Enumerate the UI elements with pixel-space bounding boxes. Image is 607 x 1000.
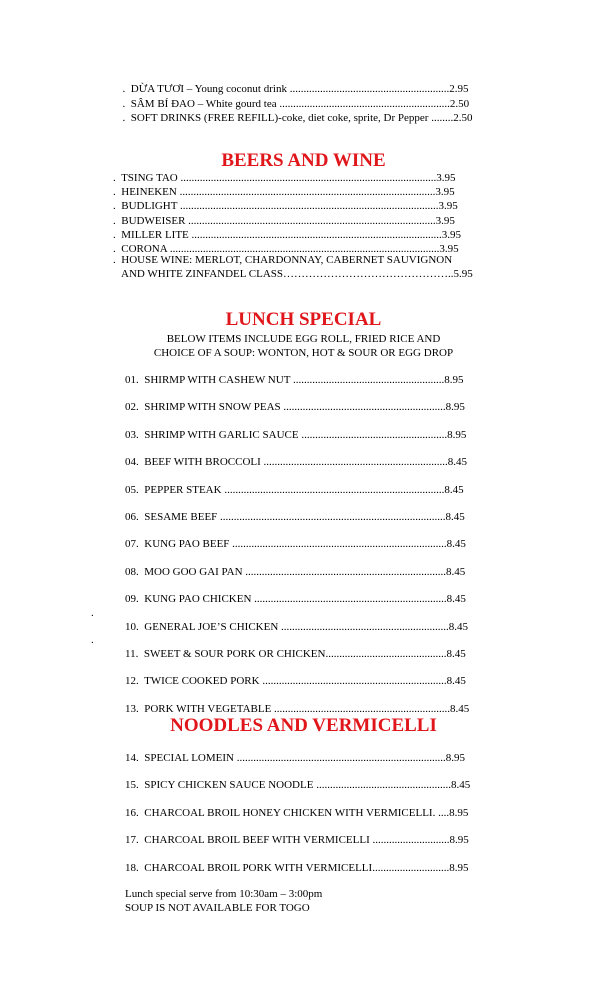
- item-name: BEEF WITH BROCCOLI: [144, 456, 261, 469]
- item-price: 8.95: [445, 401, 465, 414]
- leader-dots: .........................................................................: [242, 565, 447, 578]
- item-price: 3.95: [439, 243, 459, 255]
- stray-mark: .: [91, 634, 94, 646]
- item-price: 8.95: [449, 861, 469, 874]
- item-name: TSING TAO: [121, 172, 178, 184]
- beer-item: [113, 229, 461, 242]
- item-desc: – Young coconut drink: [186, 83, 287, 95]
- item-number: 03.: [125, 428, 139, 441]
- section-title-noodles: NOODLES AND VERMICELLI: [170, 715, 437, 736]
- section-title-beers: BEERS AND WINE: [221, 150, 386, 171]
- menu-item: [117, 99, 472, 125]
- item-name: HEINEKEN: [121, 186, 177, 199]
- leader-dots: ...................................................................: [260, 456, 448, 469]
- lunch-item: [125, 566, 465, 579]
- item-name: SWEET & SOUR PORK OR CHICKEN: [143, 648, 326, 660]
- item-desc: (FREE REFILL)-coke, diet coke, sprite, Dr Pepper: [203, 112, 429, 124]
- lunch-item: [125, 511, 465, 524]
- item-price: 3.95: [441, 228, 462, 241]
- item-price: 3.95: [435, 186, 455, 199]
- noodle-item: [125, 752, 465, 765]
- bullet: .: [122, 98, 126, 110]
- beer-item: [113, 186, 455, 199]
- item-number: 01.: [125, 374, 139, 386]
- leader-dots: ...........................................................: [280, 401, 446, 414]
- leader-dots: ...........................................................................................: [188, 228, 442, 241]
- beer-item: [113, 172, 455, 185]
- stray-mark: .: [91, 607, 94, 619]
- item-name: CHARCOAL BROIL PORK WITH VERMICELLI: [144, 861, 373, 874]
- bullet: .: [113, 200, 116, 213]
- bullet: .: [113, 186, 116, 199]
- section-title-lunch: LUNCH SPECIAL: [225, 309, 382, 330]
- wine-name: AND WHITE ZINFANDEL CLASS: [121, 268, 284, 280]
- leader-dots: ..............................................................: [276, 98, 450, 110]
- leader-dots: .............................................................................................: [177, 172, 437, 184]
- item-price: 2.50: [449, 98, 470, 110]
- item-price: 8.45: [446, 565, 466, 578]
- item-number: 15.: [125, 779, 139, 792]
- item-price: 2.95: [449, 83, 469, 95]
- lunch-item: [125, 456, 467, 469]
- item-price: 3.95: [435, 214, 455, 227]
- leader-dots: .............................................................................................: [176, 186, 436, 199]
- leader-dots: ............................................................................: [233, 752, 446, 764]
- item-name: MOO GOO GAI PAN: [144, 565, 243, 578]
- leader-dots: .....................................................: [298, 428, 448, 441]
- item-name: GENERAL JOE’S CHICKEN: [144, 620, 279, 633]
- footer-note: SOUP IS NOT AVAILABLE FOR TOGO: [125, 902, 310, 914]
- item-name: SESAME BEEF: [144, 511, 218, 523]
- leader-dots: ………………………………………..: [283, 268, 454, 280]
- item-number: 16.: [125, 806, 139, 819]
- lunch-item: [125, 401, 465, 414]
- item-number: 07.: [125, 538, 139, 551]
- wine-line-2: [121, 268, 473, 281]
- item-name: MILLER LITE: [121, 228, 189, 241]
- leader-dots: ..........................................................................................: [185, 214, 436, 227]
- item-price: 8.45: [446, 675, 466, 688]
- item-name: DỪA TƯƠI: [130, 83, 184, 95]
- item-price: 8.95: [449, 834, 469, 847]
- noodle-item: [125, 862, 468, 875]
- item-name: KUNG PAO BEEF: [144, 538, 230, 551]
- item-name: SPICY CHICKEN SAUCE NOODLE: [144, 779, 314, 792]
- lunch-item: [125, 484, 464, 497]
- leader-dots: ..........................................................: [286, 83, 450, 95]
- item-price: 8.45: [446, 648, 466, 660]
- item-price: 8.95: [444, 374, 464, 386]
- item-price: 8.45: [450, 702, 470, 715]
- item-price: 8.95: [445, 752, 465, 764]
- item-price: 3.95: [436, 172, 456, 184]
- item-price: 8.95: [449, 806, 469, 819]
- item-price: 2.50: [453, 112, 473, 124]
- item-name: SÂM BÍ ĐAO: [130, 98, 195, 110]
- lunch-item: [125, 538, 466, 551]
- item-name: SPECIAL LOMEIN: [144, 752, 234, 764]
- item-name: BUDLIGHT: [121, 200, 178, 213]
- leader-dots: .............................................................: [278, 620, 449, 633]
- lunch-item: [125, 675, 466, 688]
- item-name: CORONA: [121, 243, 168, 255]
- beer-item: [113, 200, 458, 213]
- item-number: 06.: [125, 511, 139, 523]
- leader-dots: ..............................................................................: [229, 538, 447, 551]
- leader-dots: ................................................................: [271, 702, 451, 715]
- leader-dots: ......................................................................: [251, 593, 447, 606]
- item-name: CHARCOAL BROIL HONEY CHICKEN WITH VERMICELLI.: [144, 806, 436, 819]
- item-price: 8.45: [450, 779, 471, 792]
- leader-dots: ........: [428, 112, 454, 124]
- item-price: 8.45: [447, 456, 468, 469]
- item-number: 04.: [125, 456, 139, 469]
- lunch-item: [125, 593, 466, 606]
- item-price: 8.45: [448, 620, 469, 633]
- item-price: 8.45: [446, 593, 466, 606]
- item-desc: – White gourd tea: [197, 98, 277, 110]
- item-number: 18.: [125, 861, 139, 874]
- leader-dots: ............................................: [325, 648, 447, 660]
- leader-dots: ..................................................................................................: [167, 243, 440, 255]
- item-number: 08.: [125, 565, 139, 578]
- item-name: BUDWEISER: [121, 214, 186, 227]
- lunch-item: [125, 621, 468, 634]
- item-number: 13.: [125, 702, 139, 715]
- item-number: 09.: [125, 593, 139, 606]
- lunch-item: [125, 374, 463, 387]
- item-name: TWICE COOKED PORK: [144, 675, 260, 688]
- leader-dots: ............................: [372, 861, 450, 874]
- lunch-item: [125, 703, 469, 716]
- noodle-item: [125, 807, 468, 820]
- item-number: 17.: [125, 834, 139, 847]
- bullet: .: [113, 228, 116, 241]
- item-price: 8.45: [445, 511, 465, 523]
- item-name: SHRIMP WITH SNOW PEAS: [144, 401, 281, 414]
- leader-dots: .................................................: [313, 779, 451, 792]
- item-name: PORK WITH VEGETABLE: [144, 702, 272, 715]
- item-number: 12.: [125, 675, 139, 688]
- item-price: 5.95: [453, 268, 473, 280]
- bullet: .: [113, 172, 116, 184]
- item-price: 3.95: [438, 200, 458, 213]
- lunch-subtitle-2: CHOICE OF A SOUP: WONTON, HOT & SOUR OR EGG DROP: [153, 347, 454, 359]
- lunch-subtitle-1: BELOW ITEMS INCLUDE EGG ROLL, FRIED RICE AND: [166, 333, 441, 345]
- item-number: 02.: [125, 401, 139, 414]
- item-number: 11.: [125, 648, 139, 660]
- leader-dots: ..................................................................................: [217, 511, 446, 523]
- item-name: PEPPER STEAK: [144, 483, 222, 496]
- item-price: 8.45: [446, 538, 466, 551]
- item-price: 8.95: [447, 428, 467, 441]
- item-name: SOFT DRINKS: [130, 112, 202, 124]
- noodle-item: [125, 779, 470, 792]
- item-name: SHRIMP WITH GARLIC SAUCE: [144, 428, 299, 441]
- item-name: SHIRMP WITH CASHEW NUT: [144, 374, 291, 386]
- leader-dots: ..............................................................................................: [177, 200, 439, 213]
- leader-dots: ............................: [369, 834, 450, 847]
- leader-dots: ....: [435, 806, 450, 819]
- wine-line: . HOUSE WINE: MERLOT, CHARDONNAY, CABERNET SAUVIGNON: [113, 254, 453, 266]
- leader-dots: ................................................................................: [221, 483, 445, 496]
- bullet: .: [122, 112, 126, 124]
- footer-hours: Lunch special serve from 10:30am – 3:00pm: [125, 888, 323, 900]
- noodle-item: [125, 834, 469, 847]
- bullet: .: [113, 243, 116, 255]
- beer-item: [113, 215, 455, 228]
- lunch-item: [125, 429, 466, 442]
- item-number: 05.: [125, 483, 139, 496]
- leader-dots: ...................................................................: [259, 675, 447, 688]
- lunch-item: [125, 648, 466, 661]
- item-number: 14.: [125, 752, 139, 764]
- item-name: CHARCOAL BROIL BEEF WITH VERMICELLI: [144, 834, 370, 847]
- leader-dots: .......................................................: [290, 374, 445, 386]
- bullet: .: [122, 83, 126, 95]
- item-number: 10.: [125, 620, 139, 633]
- bullet: .: [113, 214, 116, 227]
- item-name: KUNG PAO CHICKEN: [144, 593, 252, 606]
- item-price: 8.45: [444, 483, 464, 496]
